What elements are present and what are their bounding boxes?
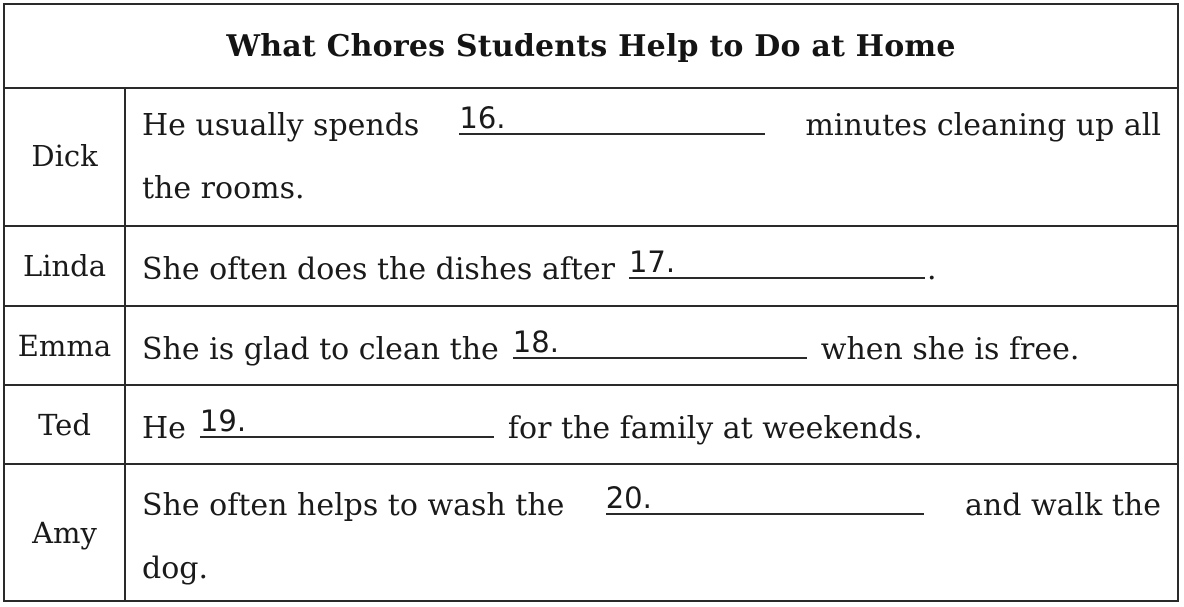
chores-table [3, 3, 1179, 602]
sentence-text-after: when she is free. [820, 332, 1080, 367]
sentence-line-1 [142, 245, 937, 287]
table-title: What Chores Students Help to Do at Home [226, 28, 956, 64]
answer-blank-18[interactable] [512, 325, 807, 359]
sentence-line-1 [142, 481, 1161, 523]
student-name-dick: Dick [5, 87, 126, 225]
answer-blank-17[interactable] [628, 245, 925, 279]
sentence-text-before: She is glad to clean the [142, 332, 499, 367]
student-name-ted: Ted [5, 386, 126, 463]
sentence-cell-ted [126, 386, 1177, 463]
sentence-text-before: She often does the dishes after [142, 252, 615, 287]
answer-blank-16[interactable] [459, 101, 765, 135]
student-name-emma: Emma [5, 307, 126, 384]
table-row-dick [5, 87, 1177, 227]
sentence-text-before: He usually spends [142, 108, 420, 143]
sentence-cell-amy [126, 465, 1177, 600]
table-row-emma [5, 307, 1177, 386]
sentence-cell-dick [126, 87, 1177, 225]
answer-blank-20[interactable] [605, 481, 924, 515]
sentence-text-after: and walk the [965, 488, 1161, 523]
sentence-line-1 [142, 325, 1080, 367]
sentence-cell-emma [126, 307, 1177, 384]
table-row-amy [5, 465, 1177, 600]
sentence-text-after: for the family at weekends. [507, 411, 923, 446]
sentence-line-2: the rooms. [142, 171, 305, 206]
table-row-ted [5, 386, 1177, 465]
student-name-linda: Linda [5, 227, 126, 305]
sentence-line-2: dog. [142, 551, 209, 586]
blank-number: 19. [199, 404, 247, 438]
sentence-cell-linda [126, 227, 1177, 305]
sentence-line-1 [142, 404, 923, 446]
table-header [5, 5, 1177, 89]
sentence-text-before: She often helps to wash the [142, 488, 565, 523]
blank-number: 16. [459, 101, 506, 135]
blank-number: 18. [512, 325, 559, 359]
blank-number: 20. [605, 481, 652, 515]
sentence-text-after: . [926, 252, 937, 287]
answer-blank-19[interactable] [199, 404, 494, 438]
sentence-line-1 [142, 101, 1161, 143]
sentence-text-after: minutes cleaning up all [805, 108, 1161, 143]
student-name-amy: Amy [5, 465, 126, 600]
blank-number: 17. [628, 245, 676, 279]
sentence-text-before: He [142, 411, 186, 446]
table-row-linda [5, 227, 1177, 307]
